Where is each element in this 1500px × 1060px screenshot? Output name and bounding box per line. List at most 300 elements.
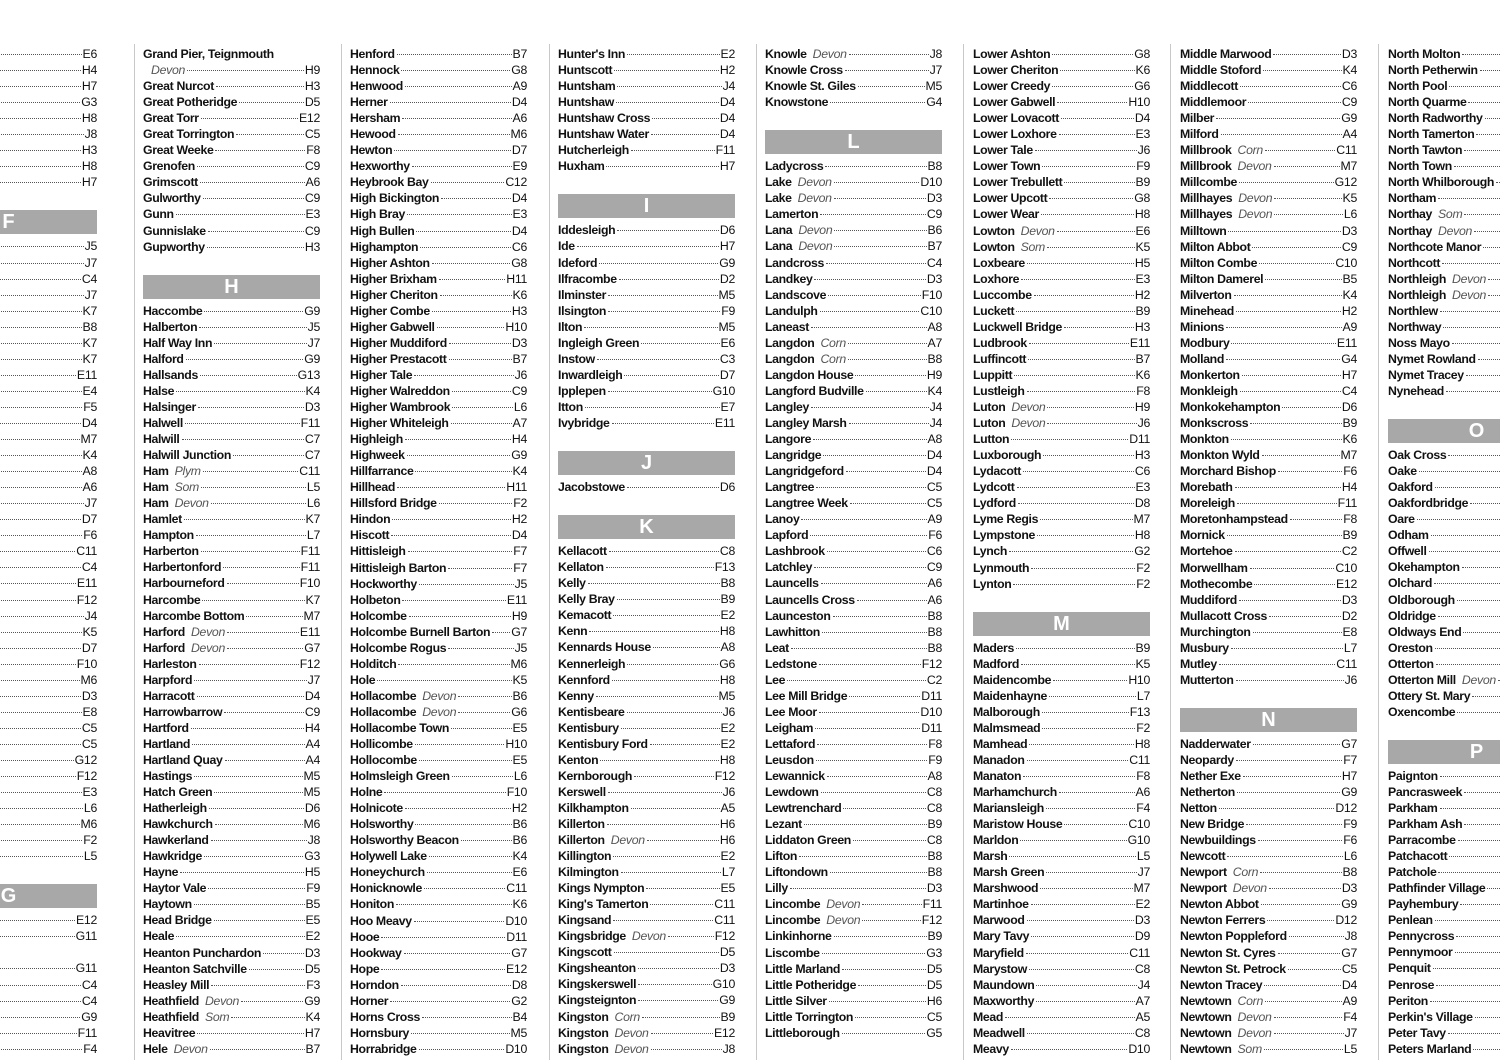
dot-leader xyxy=(1235,487,1341,488)
dot-leader xyxy=(0,375,76,376)
dot-leader xyxy=(1262,455,1340,456)
dot-leader xyxy=(1475,1017,1500,1018)
grid-reference: D4 xyxy=(926,464,942,479)
grid-reference: F12 xyxy=(714,929,735,944)
place-name: Otterton xyxy=(1388,656,1434,671)
index-entry xyxy=(1180,768,1357,784)
dot-leader xyxy=(1485,118,1500,119)
place-name: Musbury xyxy=(1180,640,1229,655)
index-entry xyxy=(1388,559,1500,575)
grid-reference: C10 xyxy=(1128,817,1150,832)
dot-leader xyxy=(204,856,303,857)
index-entry xyxy=(1388,110,1500,126)
place-name: High Bickington xyxy=(350,191,440,206)
place-name: Luccombe xyxy=(973,287,1032,302)
place-name: Northcote Manor xyxy=(1388,239,1482,254)
grid-reference: M6 xyxy=(80,817,97,832)
grid-reference: K4 xyxy=(1342,63,1357,78)
dot-leader xyxy=(631,808,720,809)
dot-leader xyxy=(263,953,304,954)
place-name: Langdon xyxy=(765,351,815,366)
grid-reference: C11 xyxy=(714,897,735,912)
place-name: Penquit xyxy=(1388,961,1431,976)
index-entry xyxy=(350,271,527,287)
place-name: Lower Cheriton xyxy=(973,63,1059,78)
place-name: Olchard xyxy=(1388,576,1433,591)
grid-reference: B9 xyxy=(1342,528,1357,543)
index-entry xyxy=(143,640,320,656)
grid-reference: L6 xyxy=(1343,207,1357,222)
index-entry xyxy=(1388,255,1500,271)
grid-reference: B9 xyxy=(1135,640,1150,655)
grid-reference: B5 xyxy=(305,897,320,912)
index-entry xyxy=(0,1009,97,1025)
grid-reference: C4 xyxy=(81,977,97,992)
dot-leader xyxy=(1282,407,1341,408)
place-name: Hollocombe xyxy=(350,753,417,768)
index-entry xyxy=(1388,928,1500,944)
grid-reference: F2 xyxy=(513,496,527,511)
place-name: High Bray xyxy=(350,207,405,222)
grid-reference: F12 xyxy=(921,656,942,671)
place-name: Pennymoor xyxy=(1388,945,1453,960)
grid-reference: D3 xyxy=(1341,223,1357,238)
grid-reference: K4 xyxy=(512,464,527,479)
place-name: Marhamchurch xyxy=(973,785,1057,800)
letter-header: N xyxy=(1180,708,1357,732)
index-entry xyxy=(1180,447,1357,463)
index-entry xyxy=(1180,848,1357,864)
dot-leader xyxy=(216,86,304,87)
dot-leader xyxy=(1265,150,1335,151)
index-entry xyxy=(765,720,942,736)
dot-leader xyxy=(224,712,304,713)
place-name: Newtown xyxy=(1180,993,1232,1008)
place-name: Minehead xyxy=(1180,303,1234,318)
index-entry xyxy=(973,688,1150,704)
county-label: Som xyxy=(204,1009,230,1024)
index-entry xyxy=(973,576,1150,592)
place-name: Langley xyxy=(765,399,810,414)
place-name: Marshwood xyxy=(973,881,1039,896)
dot-leader xyxy=(384,792,505,793)
index-entry xyxy=(1180,190,1357,206)
dot-leader xyxy=(1027,391,1136,392)
place-name: Lana xyxy=(765,223,793,238)
index-entry xyxy=(0,768,97,784)
index-entry xyxy=(973,880,1150,896)
grid-reference: D3 xyxy=(81,688,97,703)
index-entry xyxy=(558,816,735,832)
index-entry xyxy=(0,912,97,928)
place-name: Harford xyxy=(143,640,185,655)
index-entry xyxy=(350,608,527,624)
grid-reference: K6 xyxy=(1135,367,1150,382)
county-label: Devon xyxy=(204,993,239,1008)
place-name: Lawhitton xyxy=(765,624,820,639)
grid-reference: C2 xyxy=(926,672,942,687)
index-entry xyxy=(1180,543,1357,559)
grid-reference: H6 xyxy=(926,993,942,1008)
grid-reference: E11 xyxy=(1336,335,1357,350)
place-name: Lewdown xyxy=(765,785,819,800)
index-entry xyxy=(143,961,320,977)
dot-leader xyxy=(377,680,511,681)
place-name: Lanoy xyxy=(765,512,800,527)
grid-reference: H5 xyxy=(1134,255,1150,270)
place-name: Muddiford xyxy=(1180,592,1237,607)
place-name: Oreston xyxy=(1388,640,1433,655)
index-entry xyxy=(1180,896,1357,912)
place-name: Kingston xyxy=(558,1009,609,1024)
grid-reference: D7 xyxy=(81,512,97,527)
index-entry xyxy=(350,720,527,736)
place-name: Hewood xyxy=(350,127,396,142)
place-name: Mutley xyxy=(1180,656,1217,671)
dot-leader xyxy=(608,391,712,392)
place-name: Neopardy xyxy=(1180,752,1234,767)
place-name: Molland xyxy=(1180,351,1224,366)
dot-leader xyxy=(811,327,927,328)
county-label: Devon xyxy=(1011,400,1046,415)
dot-leader xyxy=(1253,744,1341,745)
place-name: Iddesleigh xyxy=(558,223,616,238)
dot-leader xyxy=(617,599,720,600)
dot-leader xyxy=(432,263,510,264)
grid-reference: G8 xyxy=(1134,191,1150,206)
dot-leader xyxy=(1288,969,1341,970)
grid-reference: K7 xyxy=(82,351,97,366)
grid-reference: F10 xyxy=(76,656,97,671)
dot-leader xyxy=(408,551,513,552)
place-name: Higher Gabwell xyxy=(350,319,435,334)
index-entry xyxy=(1388,784,1500,800)
grid-reference: D4 xyxy=(511,528,527,543)
dot-leader xyxy=(196,535,306,536)
index-entry xyxy=(973,287,1150,303)
index-entry xyxy=(0,367,97,383)
grid-reference: F11 xyxy=(77,1025,97,1040)
place-name: Lyme Regis xyxy=(973,512,1039,527)
dot-leader xyxy=(192,744,304,745)
index-entry xyxy=(143,1009,320,1025)
index-entry xyxy=(973,78,1150,94)
grid-reference: J5 xyxy=(514,576,527,591)
dot-leader xyxy=(1031,568,1135,569)
letter-header: I xyxy=(558,194,735,218)
dot-leader xyxy=(0,182,81,183)
index-entry xyxy=(143,672,320,688)
section-spacer xyxy=(973,592,1150,608)
grid-reference: F6 xyxy=(1343,464,1357,479)
place-name: Hartland xyxy=(143,736,191,751)
grid-reference: B9 xyxy=(1342,416,1357,431)
dot-leader xyxy=(176,391,304,392)
county-label: Devon xyxy=(812,47,847,61)
dot-leader xyxy=(627,54,720,55)
place-name: Lashbrook xyxy=(765,544,825,559)
dot-leader xyxy=(1228,231,1340,232)
index-entry xyxy=(350,367,527,383)
county-label: Devon xyxy=(1232,881,1267,896)
index-entry xyxy=(350,832,527,848)
index-entry xyxy=(1180,832,1357,848)
grid-reference: F6 xyxy=(928,528,942,543)
dot-leader xyxy=(440,295,512,296)
grid-reference: D12 xyxy=(1335,801,1357,816)
index-entry xyxy=(1180,367,1357,383)
index-entry xyxy=(1180,1025,1357,1041)
dot-leader xyxy=(817,744,927,745)
index-entry xyxy=(1180,479,1357,495)
index-entry xyxy=(1388,592,1500,608)
dot-leader xyxy=(412,166,512,167)
dot-leader xyxy=(613,920,713,921)
dot-leader xyxy=(452,776,513,777)
place-name: Patchacott xyxy=(1388,849,1448,864)
index-entry xyxy=(1180,977,1357,993)
dot-leader xyxy=(439,279,506,280)
place-name: Haytor Vale xyxy=(143,881,207,896)
place-name: Morebath xyxy=(1180,480,1233,495)
dot-leader xyxy=(1042,712,1129,713)
grid-reference: D5 xyxy=(926,961,942,976)
dot-leader xyxy=(850,503,926,504)
place-name: Newport xyxy=(1180,865,1227,880)
place-name: Holywell Lake xyxy=(350,849,427,864)
index-entry xyxy=(350,816,527,832)
index-entry xyxy=(765,704,942,720)
grid-reference: A6 xyxy=(82,480,97,495)
place-name: Oare xyxy=(1388,512,1415,527)
dot-leader xyxy=(589,631,719,632)
index-entry xyxy=(1388,319,1500,335)
index-entry xyxy=(765,222,942,238)
dot-leader xyxy=(241,1001,303,1002)
place-name: Patchole xyxy=(1388,865,1437,880)
dot-leader xyxy=(398,134,510,135)
index-entry xyxy=(973,800,1150,816)
grid-reference: M7 xyxy=(80,432,97,447)
dot-leader xyxy=(441,198,511,199)
dot-leader xyxy=(858,985,926,986)
index-entry xyxy=(973,656,1150,672)
place-name: Holmsleigh Green xyxy=(350,769,450,784)
dot-leader xyxy=(458,712,510,713)
grid-reference: C5 xyxy=(1341,961,1357,976)
grid-reference: C9 xyxy=(1341,239,1357,254)
dot-leader xyxy=(1260,872,1341,873)
dot-leader xyxy=(1216,118,1340,119)
grid-reference: H7 xyxy=(1341,769,1357,784)
index-entry xyxy=(1388,78,1500,94)
place-name: Malborough xyxy=(973,704,1040,719)
index-entry xyxy=(350,656,527,672)
index-entry xyxy=(350,206,527,222)
dot-leader xyxy=(415,744,505,745)
index-entry xyxy=(1180,335,1357,351)
grid-reference: J5 xyxy=(84,239,97,254)
grid-reference: L5 xyxy=(1136,849,1150,864)
letter-header: F xyxy=(0,210,97,234)
index-entry xyxy=(1388,608,1500,624)
index-entry xyxy=(1180,383,1357,399)
grid-reference: A4 xyxy=(305,752,320,767)
grid-reference: M5 xyxy=(303,785,320,800)
grid-reference: F10 xyxy=(299,576,320,591)
index-entry xyxy=(350,479,527,495)
dot-leader xyxy=(1274,1033,1344,1034)
place-name: Holditch xyxy=(350,656,397,671)
place-name: Huntshaw Cross xyxy=(558,111,651,126)
index-entry xyxy=(350,752,527,768)
dot-leader xyxy=(0,1001,81,1002)
index-entry xyxy=(0,479,97,495)
dot-leader xyxy=(1043,455,1134,456)
place-name: Henford xyxy=(350,47,395,61)
place-name: Great Potheridge xyxy=(143,95,238,110)
grid-reference: C6 xyxy=(1134,464,1150,479)
place-name: Maristow House xyxy=(973,817,1063,832)
place-name: Lake xyxy=(765,175,792,190)
place-name: Kerswell xyxy=(558,784,606,799)
grid-reference: G11 xyxy=(75,929,97,944)
index-entry xyxy=(973,335,1150,351)
dot-leader xyxy=(1027,263,1134,264)
county-label: Corn xyxy=(1237,993,1263,1008)
index-entry xyxy=(1180,46,1357,62)
dot-leader xyxy=(204,311,303,312)
index-entry xyxy=(1180,608,1357,624)
grid-reference: G6 xyxy=(719,656,735,671)
dot-leader xyxy=(227,632,299,633)
place-name: Lamerton xyxy=(765,207,819,222)
place-name: Oake xyxy=(1388,464,1417,479)
dot-leader xyxy=(829,1001,926,1002)
dot-leader xyxy=(381,937,505,938)
grid-reference: M7 xyxy=(1133,512,1150,527)
dot-leader xyxy=(402,118,511,119)
place-name: Otterton Mill xyxy=(1388,672,1456,687)
place-name: Hittisleigh Barton xyxy=(350,560,447,575)
letter-header: L xyxy=(765,130,942,154)
place-name: Halwell xyxy=(143,415,183,430)
grid-reference: F13 xyxy=(714,560,735,575)
grid-reference: L7 xyxy=(1136,688,1150,703)
dot-leader xyxy=(1252,247,1340,248)
index-entry xyxy=(143,351,320,367)
grid-reference: C11 xyxy=(1336,143,1357,158)
grid-reference: E2 xyxy=(1135,897,1150,912)
dot-leader xyxy=(820,311,920,312)
index-entry xyxy=(765,752,942,768)
place-name: Hawkchurch xyxy=(143,817,213,832)
dot-leader xyxy=(0,744,81,745)
place-name: Harleston xyxy=(143,656,197,671)
grid-reference: D3 xyxy=(926,271,942,286)
index-entry xyxy=(350,736,527,752)
place-name: Hatch Green xyxy=(143,785,213,800)
place-name: Higher Walreddon xyxy=(350,383,450,398)
grid-reference: B9 xyxy=(720,1009,735,1024)
grid-reference: J5 xyxy=(307,319,320,334)
index-entry xyxy=(350,688,527,704)
index-entry xyxy=(1180,287,1357,303)
grid-reference: E11 xyxy=(506,592,527,607)
place-name: Leigham xyxy=(765,720,814,735)
grid-reference: G9 xyxy=(511,448,527,463)
index-entry xyxy=(0,704,97,720)
grid-reference: L7 xyxy=(721,865,735,880)
place-name: Hollicombe xyxy=(350,737,413,752)
index-entry xyxy=(558,736,735,752)
index-entry xyxy=(350,399,527,415)
index-entry xyxy=(143,768,320,784)
place-name: Lee Moor xyxy=(765,704,817,719)
place-name: Ilsington xyxy=(558,303,607,318)
grid-reference: D4 xyxy=(719,127,735,142)
dot-leader xyxy=(1031,936,1134,937)
place-name: Latchley xyxy=(765,560,813,575)
index-column xyxy=(1180,46,1357,1060)
county-label: Devon xyxy=(826,897,861,912)
place-name: Highleigh xyxy=(350,432,403,447)
grid-reference: E11 xyxy=(76,576,97,591)
grid-reference: A5 xyxy=(1135,1009,1150,1024)
index-entry xyxy=(1180,640,1357,656)
dot-leader xyxy=(1457,712,1500,713)
dot-leader xyxy=(0,471,82,472)
dot-leader xyxy=(627,712,722,713)
index-entry xyxy=(1388,158,1500,174)
index-entry xyxy=(0,688,97,704)
grid-reference: B6 xyxy=(512,817,527,832)
section-spacer xyxy=(143,255,320,271)
grid-reference: G8 xyxy=(511,63,527,78)
index-entry xyxy=(0,592,97,608)
place-name: North Radworthy xyxy=(1388,111,1483,126)
dot-leader xyxy=(1049,198,1133,199)
grid-reference: F10 xyxy=(921,287,942,302)
grid-reference: J4 xyxy=(722,79,735,94)
place-name: Northleigh xyxy=(1388,271,1446,286)
index-entry xyxy=(143,223,320,239)
section-spacer xyxy=(1180,688,1357,704)
place-name: North Quarme xyxy=(1388,95,1467,110)
place-name: Minions xyxy=(1180,319,1224,334)
dot-leader xyxy=(200,182,305,183)
county-label: Corn xyxy=(820,351,846,366)
place-name: Hatherleigh xyxy=(143,801,207,816)
place-name: Hexworthy xyxy=(350,159,410,174)
place-name: Landkey xyxy=(765,271,813,286)
index-entry xyxy=(1180,62,1357,78)
dot-leader xyxy=(606,166,718,167)
index-entry xyxy=(558,367,735,383)
index-entry xyxy=(558,656,735,672)
index-entry xyxy=(765,977,942,993)
index-entry xyxy=(143,880,320,896)
dot-leader xyxy=(448,568,512,569)
place-name: Harcombe Bottom xyxy=(143,608,245,623)
place-name: Maundown xyxy=(973,977,1035,992)
index-entry xyxy=(558,912,735,928)
place-name: Hillfarrance xyxy=(350,464,414,479)
dot-leader xyxy=(612,680,719,681)
grid-reference: K4 xyxy=(1342,287,1357,302)
place-name: Huntshaw xyxy=(558,95,614,110)
dot-leader xyxy=(185,423,300,424)
